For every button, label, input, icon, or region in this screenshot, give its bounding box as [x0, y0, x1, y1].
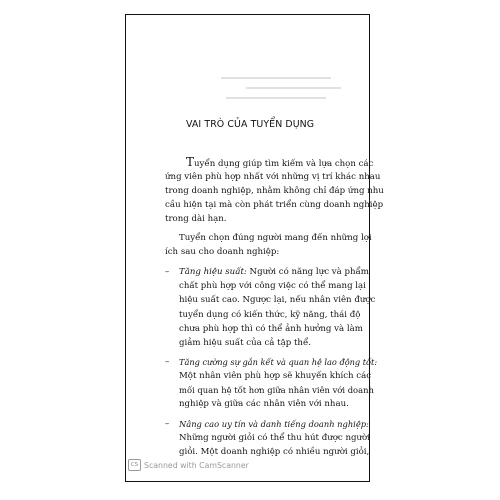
bullet-line: chưa phù hợp thì có thể ảnh hưởng và làm	[179, 324, 363, 334]
bullet-line: tuyển dụng có kiến thức, kỹ năng, thái độ	[179, 310, 361, 320]
paragraph-line: trong dài hạn.	[165, 214, 227, 224]
bullet-line: Những người giỏi có thể thu hút được người	[179, 433, 370, 443]
paragraph-line: cầu hiện tại mà còn phát triển cùng doanh nghiệp	[165, 200, 384, 210]
paragraph-line: Tuyển dụng giúp tìm kiếm và lựa chọn các	[186, 155, 374, 169]
bullet-line: nghiệp và giữa các nhân viên với nhau.	[179, 399, 349, 409]
camscanner-watermark	[128, 459, 249, 471]
bullet-dash: –	[165, 357, 170, 367]
bullet-line: Tăng hiệu suất: Người có năng lực và phẩm	[179, 267, 369, 277]
bullet-title: Tăng hiệu suất:	[179, 267, 247, 277]
bullet-line: giảm hiệu suất của cả tập thể.	[179, 338, 311, 348]
bleed-through-mark	[226, 97, 326, 99]
paragraph-line: Tuyển chọn đúng người mang đến những lợi	[179, 233, 372, 243]
bullet-title: Nâng cao uy tín và danh tiếng doanh nghiệp:	[179, 419, 369, 429]
bullet-dash: –	[165, 267, 170, 277]
bleed-through-mark	[246, 87, 341, 89]
watermark-text: Scanned with CamScanner	[144, 460, 249, 470]
paragraph-line: trong doanh nghiệp, nhằm không chỉ đáp ứng nhu	[165, 186, 384, 196]
bullet-line: giỏi. Một doanh nghiệp có nhiều người giỏi,	[179, 447, 370, 457]
section-heading: VAI TRÒ CỦA TUYỂN DỤNG	[186, 119, 315, 130]
bullet-line: Một nhân viên phù hợp sẽ khuyến khích các	[179, 371, 372, 381]
paragraph-line: ích sau cho doanh nghiệp:	[165, 247, 280, 257]
bullet-line: mối quan hệ tốt hơn giữa nhân viên với doanh	[179, 385, 374, 395]
bullet-title: Tăng cường sự gắn kết và quan hệ lao động tốt:	[179, 357, 378, 367]
bleed-through-mark	[221, 77, 331, 79]
paragraph-line: ứng viên phù hợp nhất với những vị trí khác nhau	[165, 172, 381, 182]
book-page	[125, 14, 384, 482]
drop-letter: T	[186, 155, 195, 169]
bullet-line: hiệu suất cao. Ngược lại, nếu nhân viên được	[179, 295, 376, 305]
bullet-dash: –	[165, 419, 170, 429]
bullet-line: chất phù hợp với công việc có thể mang lại	[179, 281, 366, 291]
camscanner-logo-icon: CS	[128, 459, 141, 471]
